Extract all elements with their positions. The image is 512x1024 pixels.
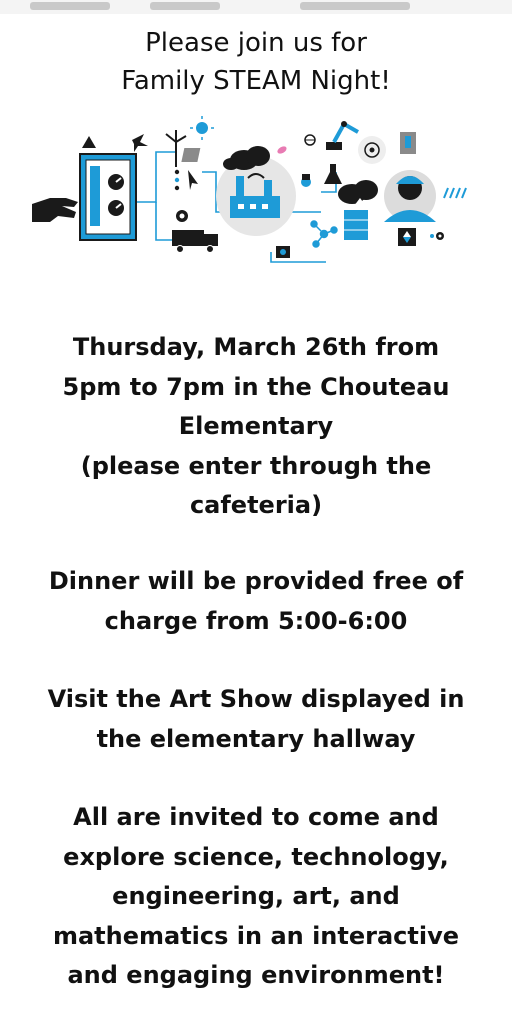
molecule-icon bbox=[311, 221, 337, 247]
lightbulb-icon bbox=[400, 132, 416, 154]
solar-panel-icon bbox=[181, 148, 200, 162]
page-title bbox=[0, 24, 512, 100]
hand-icon bbox=[32, 198, 78, 222]
status-dots bbox=[175, 170, 179, 190]
gear-icon bbox=[430, 232, 444, 240]
text-line: engineering, art, and bbox=[112, 882, 400, 910]
cloud-upload-icon bbox=[338, 180, 378, 240]
title-line: Family STEAM Night! bbox=[121, 66, 391, 96]
airplane-icon bbox=[132, 134, 148, 152]
robot-arm-icon bbox=[326, 121, 358, 150]
text-line: Thursday, March 26th from bbox=[72, 333, 440, 361]
paragraph-art-show bbox=[20, 680, 492, 759]
engineer-icon bbox=[384, 170, 436, 222]
text-line: and engaging environment! bbox=[67, 961, 445, 989]
warning-icon bbox=[82, 136, 96, 148]
text-line: charge from 5:00-6:00 bbox=[104, 606, 408, 635]
camera-icon bbox=[276, 246, 290, 258]
truck-icon bbox=[172, 230, 218, 253]
text-line: mathematics in an interactive bbox=[52, 921, 460, 950]
text-line: (please enter through the bbox=[80, 451, 432, 480]
text-line: Elementary bbox=[178, 412, 334, 440]
text-line: explore science, technology, bbox=[63, 842, 449, 871]
stripes-decoration bbox=[444, 188, 466, 198]
title-line: Please join us for bbox=[145, 28, 367, 58]
sun-icon bbox=[190, 116, 214, 140]
text-line: 5pm to 7pm in the Chouteau bbox=[62, 372, 450, 401]
gear-icon bbox=[176, 210, 188, 222]
status-bar-left-icons bbox=[30, 2, 110, 10]
paragraph-dinner bbox=[20, 562, 492, 641]
status-bar-center-icons bbox=[150, 2, 220, 10]
paragraph-when-where bbox=[20, 328, 492, 526]
text-line: Dinner will be provided free of bbox=[48, 567, 464, 595]
arrows-icon bbox=[398, 228, 416, 246]
text-line: cafeteria) bbox=[189, 491, 323, 519]
status-bar-right-icons bbox=[300, 2, 410, 10]
paragraph-invitation bbox=[20, 798, 492, 996]
signal-icon bbox=[358, 136, 386, 164]
flask-icon bbox=[324, 164, 342, 184]
steam-illustration bbox=[26, 112, 486, 272]
text-line: the elementary hallway bbox=[96, 724, 416, 753]
cursor-icon bbox=[188, 170, 198, 190]
network-icon bbox=[301, 174, 311, 187]
text-line: All are invited to come and bbox=[73, 803, 439, 831]
text-line: Visit the Art Show displayed in bbox=[47, 685, 465, 713]
control-panel-icon bbox=[80, 154, 136, 240]
leaf-icon bbox=[276, 145, 288, 155]
status-bar bbox=[0, 0, 512, 14]
globe-icon bbox=[305, 135, 315, 145]
